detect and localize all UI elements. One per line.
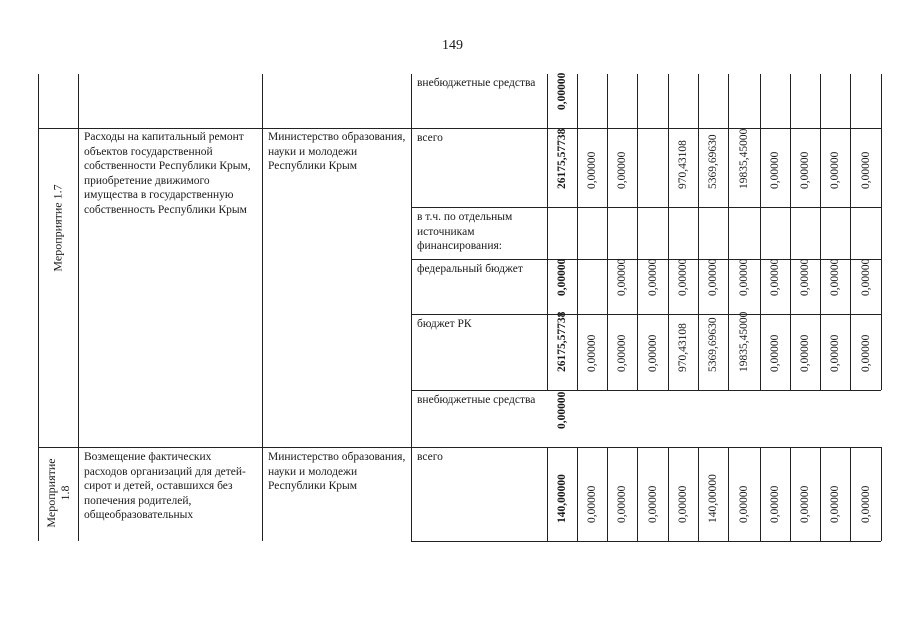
value-cell-1-7-2-5 — [728, 259, 760, 314]
value-cell-1-7-3-3-text: 970,43108 — [677, 323, 689, 372]
measure-1-7-label-text: Мероприятие 1.7 — [50, 184, 65, 272]
value-cell-1-7-0-3 — [668, 128, 698, 207]
value-cell-1-7-2-0 — [577, 259, 607, 314]
value-cell-1-7-3-1 — [607, 314, 637, 390]
value-cell-1-7-0-3-text: 970,43108 — [677, 140, 689, 189]
total-cell-1-7-0 — [547, 128, 577, 207]
value-cell-1-7-3-6 — [760, 314, 790, 390]
value-cell-1-7-2-3-text: 0,00000 — [677, 258, 689, 296]
value-cell-1-7-3-9-text: 0,00000 — [859, 334, 872, 372]
value-cell-1-7-1-2 — [637, 207, 668, 259]
total-cell-top-text: 0,00000 — [556, 72, 568, 110]
value-cell-1-8-0-9-text: 0,00000 — [859, 485, 872, 523]
value-cell-1-7-4-5 — [728, 390, 760, 447]
col-line-desc — [78, 74, 79, 541]
value-cell-1-7-3-2 — [637, 314, 668, 390]
value-cell-1-8-0-0 — [577, 447, 607, 541]
value-cell-1-7-1-6 — [760, 207, 790, 259]
value-cell-1-8-0-6 — [760, 447, 790, 541]
total-cell-1-7-2-text: 0,00000 — [556, 258, 568, 296]
source-cell-1-7-2: федеральный бюджет — [417, 263, 523, 275]
value-cell-1-8-0-2 — [637, 447, 668, 541]
value-cell-1-7-2-8 — [820, 259, 850, 314]
value-cell-1-7-2-2-text: 0,00000 — [646, 258, 659, 296]
value-cell-1-7-0-9-text: 0,00000 — [859, 151, 872, 189]
total-cell-1-7-4-text: 0,00000 — [556, 391, 568, 429]
measure-1-8-description: Возмещение фактических расходов организаций для детей-сирот и детей, оставшихся без попечения родителей, общеобразовательных — [84, 451, 246, 522]
value-cell-1-7-0-0 — [577, 128, 607, 207]
total-cell-1-7-0-text: 26175,57738 — [556, 128, 568, 189]
value-cell-1-7-0-7 — [790, 128, 820, 207]
source-cell-1-7-1: в т.ч. по отдельным источникам финансирования: — [417, 211, 513, 253]
value-cell-1-7-2-1 — [607, 259, 637, 314]
value-cell-1-7-0-1-text: 0,00000 — [616, 151, 628, 189]
value-cell-1-8-0-6-text: 0,00000 — [769, 485, 781, 523]
value-cell-1-7-0-1 — [607, 128, 637, 207]
value-cell-1-7-0-2 — [637, 128, 668, 207]
value-cell-1-7-4-2 — [637, 390, 668, 447]
source-cell-1-8-0: всего — [417, 451, 443, 463]
value-cell-1-7-0-6-text: 0,00000 — [769, 151, 781, 189]
value-cell-1-7-2-7-text: 0,00000 — [799, 258, 811, 296]
value-cell-1-7-4-3 — [668, 390, 698, 447]
value-cell-1-7-4-1 — [607, 390, 637, 447]
page-number: 149 — [442, 38, 463, 53]
total-cell-1-8-0 — [547, 447, 577, 541]
value-cell-1-7-1-7 — [790, 207, 820, 259]
value-cell-1-8-0-8 — [820, 447, 850, 541]
measure-1-8-label-line1: Мероприятие — [44, 458, 58, 528]
measure-1-8-label-text — [44, 458, 72, 527]
value-cell-1-7-2-3 — [668, 259, 698, 314]
value-cell-1-8-0-8-text: 0,00000 — [829, 485, 841, 523]
value-cell-1-8-0-3 — [668, 447, 698, 541]
value-cell-1-8-0-7-text: 0,00000 — [799, 485, 811, 523]
value-cell-1-7-3-4 — [698, 314, 728, 390]
value-cell-1-7-3-8 — [820, 314, 850, 390]
value-cell-1-7-4-6 — [760, 390, 790, 447]
value-cell-1-7-1-9 — [850, 207, 881, 259]
value-cell-1-7-3-9 — [850, 314, 881, 390]
total-cell-1-8-0-text: 140,00000 — [556, 474, 568, 523]
value-cell-1-7-1-5 — [728, 207, 760, 259]
value-cell-1-7-1-3 — [668, 207, 698, 259]
value-cell-1-7-0-6 — [760, 128, 790, 207]
value-cell-1-7-4-9 — [850, 390, 881, 447]
value-cell-1-8-0-3-text: 0,00000 — [677, 485, 689, 523]
total-cell-1-7-3 — [547, 311, 577, 390]
source-cell-1-7-3: бюджет РК — [417, 318, 472, 330]
value-cell-1-7-3-1-text: 0,00000 — [616, 334, 628, 372]
source-cell-1-7-4: внебюджетные средства — [417, 394, 536, 406]
value-cell-1-7-1-4 — [698, 207, 728, 259]
value-cell-1-8-0-5-text: 0,00000 — [738, 485, 750, 523]
value-cell-1-7-4-7 — [790, 390, 820, 447]
value-cell-1-7-2-2 — [637, 259, 668, 314]
value-cell-1-7-3-7-text: 0,00000 — [799, 334, 811, 372]
total-cell-1-7-3-text: 26175,57738 — [556, 311, 568, 372]
value-cell-1-7-3-7 — [790, 314, 820, 390]
measure-1-7-executor: Министерство образования, науки и молодежи Республики Крым — [268, 131, 406, 173]
value-cell-1-7-3-0 — [577, 314, 607, 390]
value-cell-1-7-0-8-text: 0,00000 — [829, 151, 841, 189]
col-line-right-b — [881, 447, 882, 541]
col-line-3 — [411, 74, 412, 541]
source-cell-extrabudget-top: внебюджетные средства — [417, 77, 536, 89]
value-cell-1-7-2-8-text: 0,00000 — [829, 258, 841, 296]
value-cell-1-7-1-1 — [607, 207, 637, 259]
value-cell-1-8-0-5 — [728, 447, 760, 541]
value-cell-1-7-4-4 — [698, 390, 728, 447]
value-cell-1-7-0-5 — [728, 128, 760, 207]
value-cell-1-7-0-5-text: 19835,45000 — [738, 128, 750, 189]
value-cell-1-7-0-7-text: 0,00000 — [799, 151, 811, 189]
value-cell-1-7-3-3 — [668, 314, 698, 390]
value-cell-1-7-2-5-text: 0,00000 — [738, 258, 750, 296]
total-cell-top — [547, 74, 577, 128]
col-line-15 — [881, 74, 882, 390]
value-cell-1-7-2-4 — [698, 259, 728, 314]
value-cell-1-7-3-8-text: 0,00000 — [829, 334, 841, 372]
value-cell-1-7-0-0-text: 0,00000 — [586, 151, 598, 189]
value-cell-1-7-4-8 — [820, 390, 850, 447]
value-cell-1-8-0-1 — [607, 447, 637, 541]
value-cell-1-7-3-4-text: 5369,69630 — [707, 317, 719, 372]
value-cell-1-7-3-5-text: 19835,45000 — [738, 311, 750, 372]
total-cell-1-7-2 — [547, 259, 577, 314]
measure-1-7-description: Расходы на капитальный ремонт объектов государственной собственности Республики Крым, приобретение движимого имущества в государственную собственность Республики Крым — [84, 131, 251, 216]
row-line-7 — [411, 541, 881, 542]
total-cell-1-7-4 — [547, 390, 577, 447]
value-cell-1-7-0-9 — [850, 128, 881, 207]
total-cell-1-7-1 — [547, 207, 577, 259]
value-cell-1-7-3-5 — [728, 311, 760, 390]
measure-1-7-label — [38, 128, 78, 447]
value-cell-1-7-4-0 — [577, 390, 607, 447]
value-cell-1-8-0-7 — [790, 447, 820, 541]
value-cell-1-7-1-8 — [820, 207, 850, 259]
value-cell-1-8-0-4 — [698, 447, 728, 541]
col-line-exec — [262, 74, 263, 541]
value-cell-1-7-2-4-text: 0,00000 — [707, 258, 719, 296]
measure-1-8-label — [38, 447, 78, 541]
value-cell-1-7-1-0 — [577, 207, 607, 259]
value-cell-1-8-0-9 — [850, 447, 881, 541]
value-cell-1-7-0-8 — [820, 128, 850, 207]
value-cell-1-7-0-4-text: 5369,69630 — [707, 134, 719, 189]
value-cell-1-7-0-4 — [698, 128, 728, 207]
row-line-6-left — [38, 447, 411, 448]
value-cell-1-8-0-0-text: 0,00000 — [586, 485, 598, 523]
value-cell-1-7-2-9-text: 0,00000 — [859, 258, 872, 296]
value-cell-1-7-2-1-text: 0,00000 — [616, 258, 628, 296]
value-cell-1-7-2-6-text: 0,00000 — [769, 258, 781, 296]
value-cell-1-7-2-6 — [760, 259, 790, 314]
value-cell-1-8-0-4-text: 140,00000 — [707, 474, 719, 523]
value-cell-1-7-3-0-text: 0,00000 — [586, 334, 598, 372]
value-cell-1-7-3-6-text: 0,00000 — [769, 334, 781, 372]
source-cell-1-7-0: всего — [417, 132, 443, 144]
value-cell-1-7-2-9 — [850, 259, 881, 314]
measure-1-8-label-line2: 1.8 — [58, 485, 72, 501]
value-cell-1-7-3-2-text: 0,00000 — [646, 334, 659, 372]
value-cell-1-8-0-1-text: 0,00000 — [616, 485, 628, 523]
value-cell-1-8-0-2-text: 0,00000 — [646, 485, 659, 523]
value-cell-1-7-2-7 — [790, 259, 820, 314]
measure-1-8-executor: Министерство образования, науки и молодежи Республики Крым — [268, 451, 406, 493]
